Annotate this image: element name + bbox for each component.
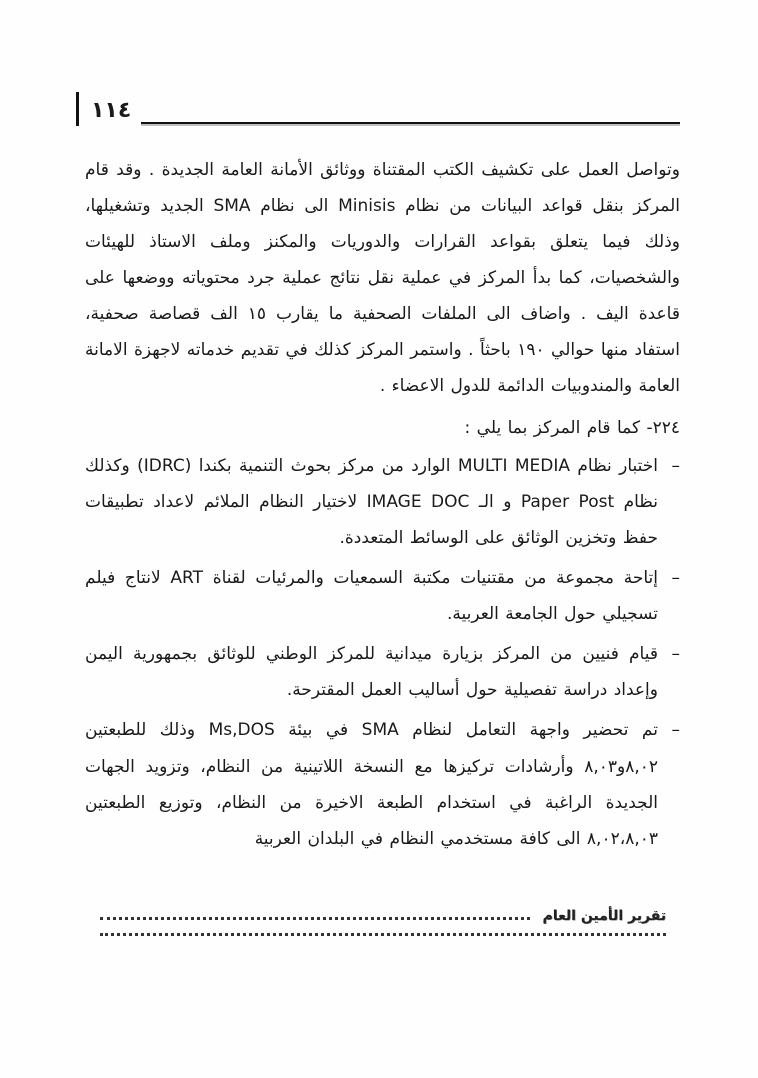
header-rule [141,122,680,124]
bullet-dash: – [671,720,680,741]
bullet-dash: – [671,644,680,665]
intro-paragraph: وتواصل العمل على تكشيف الكتب المقتناة ووثائق الأمانة العامة الجديدة . وقد قام المركز بنقل قواعد البيانات من نظام Minisis الى نظام SMA الجديد وتشغيلها، وذلك فيما يتعلق بقواعد القرارات والدوريات والمكنز وملف الاستاذ للهيئات والشخصيات، كما بدأ المركز في عملية نقل نتائج عملية جرد محتوياته ووضعها على قاعدة اليف . واضاف الى الملفات الصحفية ما يقارب ١٥ الف قصاصة صحفية، استفاد منها حوالي ١٩٠ باحثاً . واستمر المركز كذلك في تقديم خدماته لاجهزة الامانة العامة والمندوبيات الدائمة للدول الاعضاء . [85,160,680,397]
bullet-text: إتاحة مجموعة من مقتنيات مكتبة السمعيات والمرئيات لقناة ART لانتاج فيلم تسجيلي حول الجامعة العربية. [85,568,658,625]
footer-dotted-rule-left [100,917,530,920]
page-footer [100,908,666,936]
item-number: ٢٢٤- [646,418,680,439]
document-body [85,152,680,861]
bullet-item [85,636,680,708]
bullet-text: قيام فنيين من المركز بزيارة ميدانية للمركز الوطني للوثائق بجمهورية اليمن وإعداد دراسة تفصيلية حول أساليب العمل المقترحة. [85,644,658,701]
numbered-item-heading [85,410,680,446]
item-heading-text: كما قام المركز بما يلي : [464,418,641,439]
bullet-dash: – [671,568,680,589]
bullet-text: تم تحضير واجهة التعامل لنظام SMA في بيئة Ms,DOS وذلك للطبعتين ٨,٠٢و٨,٠٣ وأرشادات تركيزها مع النسخة اللاتينية من النظام، وتزويد الجهات الجديدة الراغبة في استخدام الطبعة الاخيرة من النظام، وتوزيع الطبعتين ٨,٠٢،٨,٠٣ الى كافة مستخدمي النظام في البلدان العربية [85,720,658,849]
footer-dotted-rule-bottom [100,933,666,936]
bullet-item [85,448,680,556]
bullet-item [85,712,680,856]
bullet-dash: – [671,456,680,477]
footer-rule-with-label [100,908,666,924]
page-number-tick [76,92,79,126]
page-header [76,92,680,126]
bullet-item [85,560,680,632]
footer-label: تقرير الأمين العام [542,908,666,924]
page-number: ١١٤ [91,98,132,123]
bullet-text: اختبار نظام MULTI MEDIA الوارد من مركز بحوث التنمية بكندا (IDRC) وكذلك نظام Paper Post و الـ IMAGE DOC لاختيار النظام الملائم لاعداد تطبيقات حفظ وتخزين الوثائق على الوسائط المتعددة. [85,456,659,549]
